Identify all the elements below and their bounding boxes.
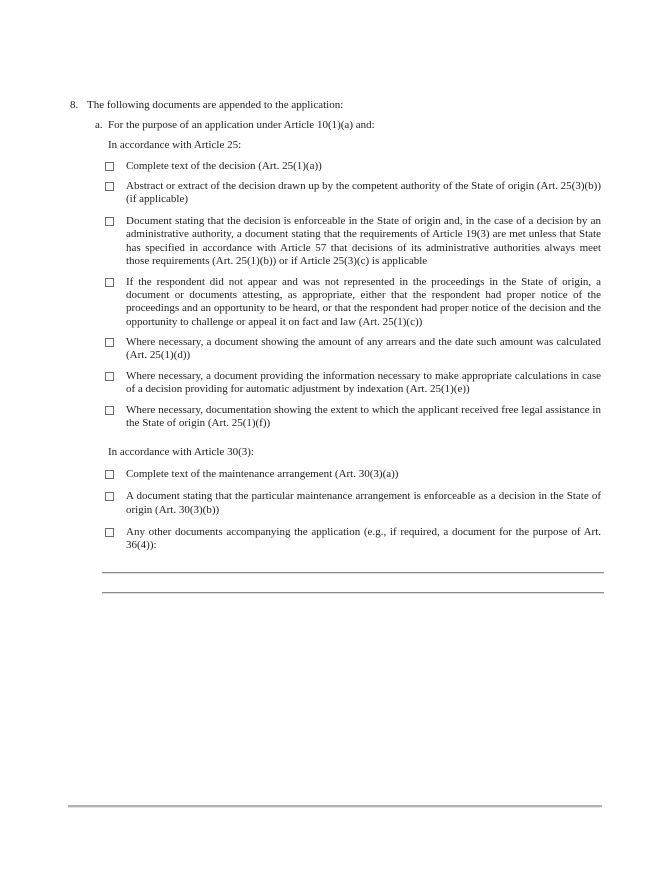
checkbox[interactable] [105,278,114,287]
checkbox[interactable] [105,528,114,537]
checkbox-item-label: Complete text of the decision (Art. 25(1)(a)) [126,159,322,172]
checkbox[interactable] [105,492,114,501]
checkbox-item-respondent-notice [105,276,601,329]
checkbox-item-label: Any other documents accompanying the application (e.g., if required, a document for the purpose of Art. 36(4)): [126,525,601,552]
checkbox[interactable] [105,217,114,226]
section-article-30-3-label: In accordance with Article 30(3): [108,446,254,459]
checkbox-item-maintenance-arrangement-text [105,468,601,481]
checkbox[interactable] [105,182,114,191]
sub-item-a-text: For the purpose of an application under Article 10(1)(a) and: [108,119,375,132]
checkbox-item-complete-text-decision [105,160,601,173]
checkbox-item-abstract-extract [105,180,601,206]
checkbox-item-label: If the respondent did not appear and was not represented in the proceedings in the State of origin, a document or documents attesting, as appropriate, either that the respondent had proper notice of the proceedings and an opportunity to be heard, or that the respondent had proper notice of the decision and the opportunity to challenge or appeal it on fact and law (Art. 25(1)(c)) [126,276,601,328]
checkbox-item-label: Document stating that the decision is enforceable in the State of origin and, in the case of a decision by an administrative authority, a document stating that the requirements of Article 19(3) are met unless that State has specified in accordance with Article 57 that decisions of its administrative authorities always meet those requirements (Art. 25(1)(b)) or if Article 25(3)(c) is applicable [126,215,601,267]
checkbox-item-enforceable-document [105,215,601,268]
checkbox-item-label: Where necessary, a document showing the amount of any arrears and the date such amount was calculated (Art. 25(1)(d)) [126,335,601,362]
item-8-number: 8. [70,99,79,111]
checkbox-item-label: Abstract or extract of the decision drawn up by the competent authority of the State of origin (Art. 25(3)(b)) (if applicable) [126,179,601,206]
footnote-separator-rule [68,805,602,807]
checkbox[interactable] [105,162,114,171]
checkbox-item-free-legal-assistance [105,404,601,430]
checkbox-item-label: Where necessary, a document providing the information necessary to make appropriate calculations in case of a decision providing for automatic adjustment by indexation (Art. 25(1)(e)) [126,370,601,396]
checkbox[interactable] [105,372,114,381]
checkbox-item-arrears-amount [105,336,601,362]
checkbox-item-label: Complete text of the maintenance arrangement (Art. 30(3)(a)) [126,468,399,481]
sub-item-a-letter: a. [95,119,103,132]
sub-item-a [95,119,672,132]
list-item-8 [70,99,672,112]
checkbox[interactable] [105,406,114,415]
section-article-25-label: In accordance with Article 25: [108,139,242,152]
checkbox[interactable] [105,338,114,347]
checkbox[interactable] [105,470,114,479]
write-in-line-2[interactable] [102,592,604,593]
checkbox-item-other-documents [105,526,601,552]
checkbox-item-indexation-calculations [105,370,601,396]
checkbox-item-label: A document stating that the particular maintenance arrangement is enforceable as a decision in the State of origin (Art. 30(3)(b)) [126,490,601,516]
item-8-text: The following documents are appended to the application: [87,99,344,111]
write-in-line-1[interactable] [102,572,604,573]
checkbox-item-arrangement-enforceable [105,490,601,516]
checkbox-item-label: Where necessary, documentation showing the extent to which the applicant received free legal assistance in the State of origin (Art. 25(1)(f)) [126,403,601,429]
